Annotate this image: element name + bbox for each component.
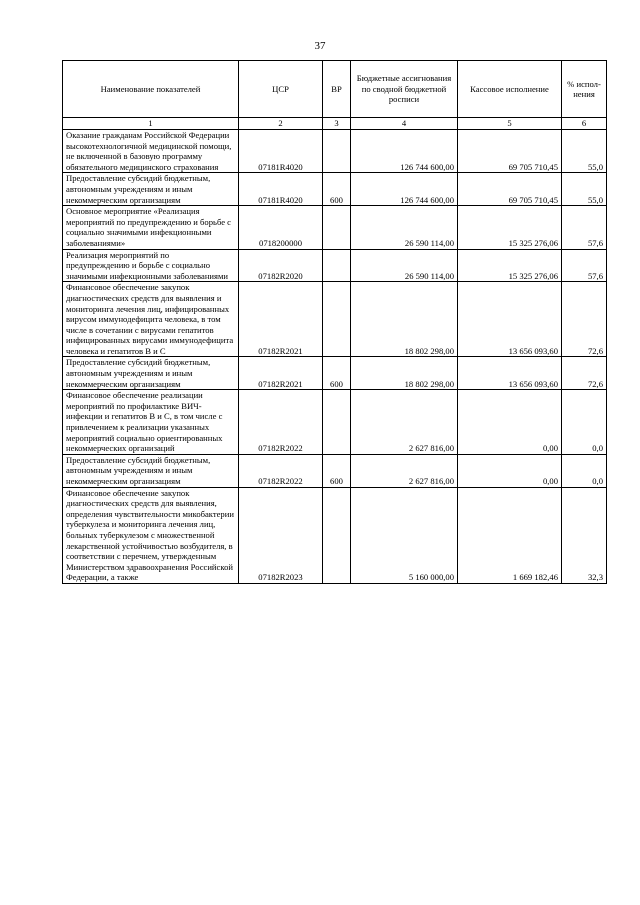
header-csr: ЦСР <box>239 61 323 118</box>
row-percent: 72,6 <box>562 282 607 357</box>
row-csr: 0718200000 <box>239 206 323 249</box>
row-percent: 55,0 <box>562 130 607 173</box>
row-budget: 126 744 600,00 <box>351 173 458 206</box>
table-row <box>63 282 607 357</box>
row-budget: 5 160 000,00 <box>351 487 458 583</box>
budget-execution-table <box>62 60 607 584</box>
row-name: Предоставление субсидий бюджетным, автономным учреждениям и иным некоммерческим организациям <box>63 357 239 390</box>
row-csr: 07182R2023 <box>239 487 323 583</box>
row-name: Финансовое обеспечение реализации мероприятий по профилактике ВИЧ-инфекции и гепатитов В и С, в том числе с привлечением к реализации указанных мероприятий социально ориентированных некоммерческих организаций <box>63 390 239 455</box>
row-csr: 07182R2022 <box>239 454 323 487</box>
row-budget: 26 590 114,00 <box>351 249 458 282</box>
row-vr <box>323 130 351 173</box>
column-index: 6 <box>562 118 607 130</box>
row-csr: 07182R2021 <box>239 357 323 390</box>
row-cash: 1 669 182,46 <box>458 487 562 583</box>
row-budget: 26 590 114,00 <box>351 206 458 249</box>
row-vr <box>323 282 351 357</box>
row-percent: 57,6 <box>562 206 607 249</box>
row-cash: 0,00 <box>458 390 562 455</box>
table-row <box>63 487 607 583</box>
row-percent: 57,6 <box>562 249 607 282</box>
row-cash: 13 656 093,60 <box>458 357 562 390</box>
row-name: Предоставление субсидий бюджетным, автономным учреждениям и иным некоммерческим организациям <box>63 454 239 487</box>
header-vr: ВР <box>323 61 351 118</box>
row-cash: 15 325 276,06 <box>458 206 562 249</box>
header-name: Наименование показателей <box>63 61 239 118</box>
row-name: Оказание гражданам Российской Федерации высокотехнологичной медицинской помощи, не включенной в базовую программу обязательного медицинского страхования <box>63 130 239 173</box>
header-budget: Бюджетные ассигнования по сводной бюджетной росписи <box>351 61 458 118</box>
row-budget: 18 802 298,00 <box>351 357 458 390</box>
column-index: 3 <box>323 118 351 130</box>
column-index: 4 <box>351 118 458 130</box>
row-name: Основное мероприятие «Реализация мероприятий по предупреждению и борьбе с социально значимыми инфекционными заболеваниями» <box>63 206 239 249</box>
column-index-row <box>63 118 607 130</box>
row-name: Финансовое обеспечение закупок диагностических средств для выявления, определения чувствительности микобактерии туберкулеза и мониторинга лечения лиц, больных туберкулезом с множественной лекарственной устойчивостью возбудителя, в соответствии с перечнем, утвержденным Министерством здравоохранения Российской Федерации, а также <box>63 487 239 583</box>
row-vr <box>323 487 351 583</box>
row-cash: 15 325 276,06 <box>458 249 562 282</box>
row-name: Финансовое обеспечение закупок диагностических средств для выявления и мониторинга лечения лиц, инфицированных вирусом иммунодефицита человека, в том числе в сочетании с вирусами гепатитов инфицированных вирусами иммунодефицита человека и гепатитов В и С <box>63 282 239 357</box>
header-percent: % испол-нения <box>562 61 607 118</box>
row-name: Реализация мероприятий по предупреждению и борьбе с социально значимыми инфекционными заболеваниями <box>63 249 239 282</box>
table-row <box>63 173 607 206</box>
row-vr: 600 <box>323 454 351 487</box>
column-index: 5 <box>458 118 562 130</box>
row-cash: 0,00 <box>458 454 562 487</box>
row-csr: 07182R2021 <box>239 282 323 357</box>
table-row <box>63 130 607 173</box>
table-row <box>63 249 607 282</box>
page-number: 37 <box>314 40 326 52</box>
row-vr: 600 <box>323 357 351 390</box>
row-budget: 2 627 816,00 <box>351 454 458 487</box>
header-cash: Кассовое исполнение <box>458 61 562 118</box>
row-budget: 126 744 600,00 <box>351 130 458 173</box>
row-cash: 13 656 093,60 <box>458 282 562 357</box>
column-index: 2 <box>239 118 323 130</box>
row-budget: 18 802 298,00 <box>351 282 458 357</box>
row-percent: 32,3 <box>562 487 607 583</box>
row-name: Предоставление субсидий бюджетным, автономным учреждениям и иным некоммерческим организациям <box>63 173 239 206</box>
row-percent: 0,0 <box>562 454 607 487</box>
row-percent: 0,0 <box>562 390 607 455</box>
row-cash: 69 705 710,45 <box>458 173 562 206</box>
row-vr <box>323 390 351 455</box>
row-vr <box>323 249 351 282</box>
row-budget: 2 627 816,00 <box>351 390 458 455</box>
row-percent: 55,0 <box>562 173 607 206</box>
row-csr: 07181R4020 <box>239 130 323 173</box>
row-vr: 600 <box>323 173 351 206</box>
table-row <box>63 206 607 249</box>
row-csr: 07182R2020 <box>239 249 323 282</box>
row-cash: 69 705 710,45 <box>458 130 562 173</box>
row-csr: 07181R4020 <box>239 173 323 206</box>
row-percent: 72,6 <box>562 357 607 390</box>
header-row <box>63 61 607 118</box>
column-index: 1 <box>63 118 239 130</box>
row-vr <box>323 206 351 249</box>
table-row <box>63 357 607 390</box>
table-row <box>63 390 607 455</box>
table-row <box>63 454 607 487</box>
row-csr: 07182R2022 <box>239 390 323 455</box>
